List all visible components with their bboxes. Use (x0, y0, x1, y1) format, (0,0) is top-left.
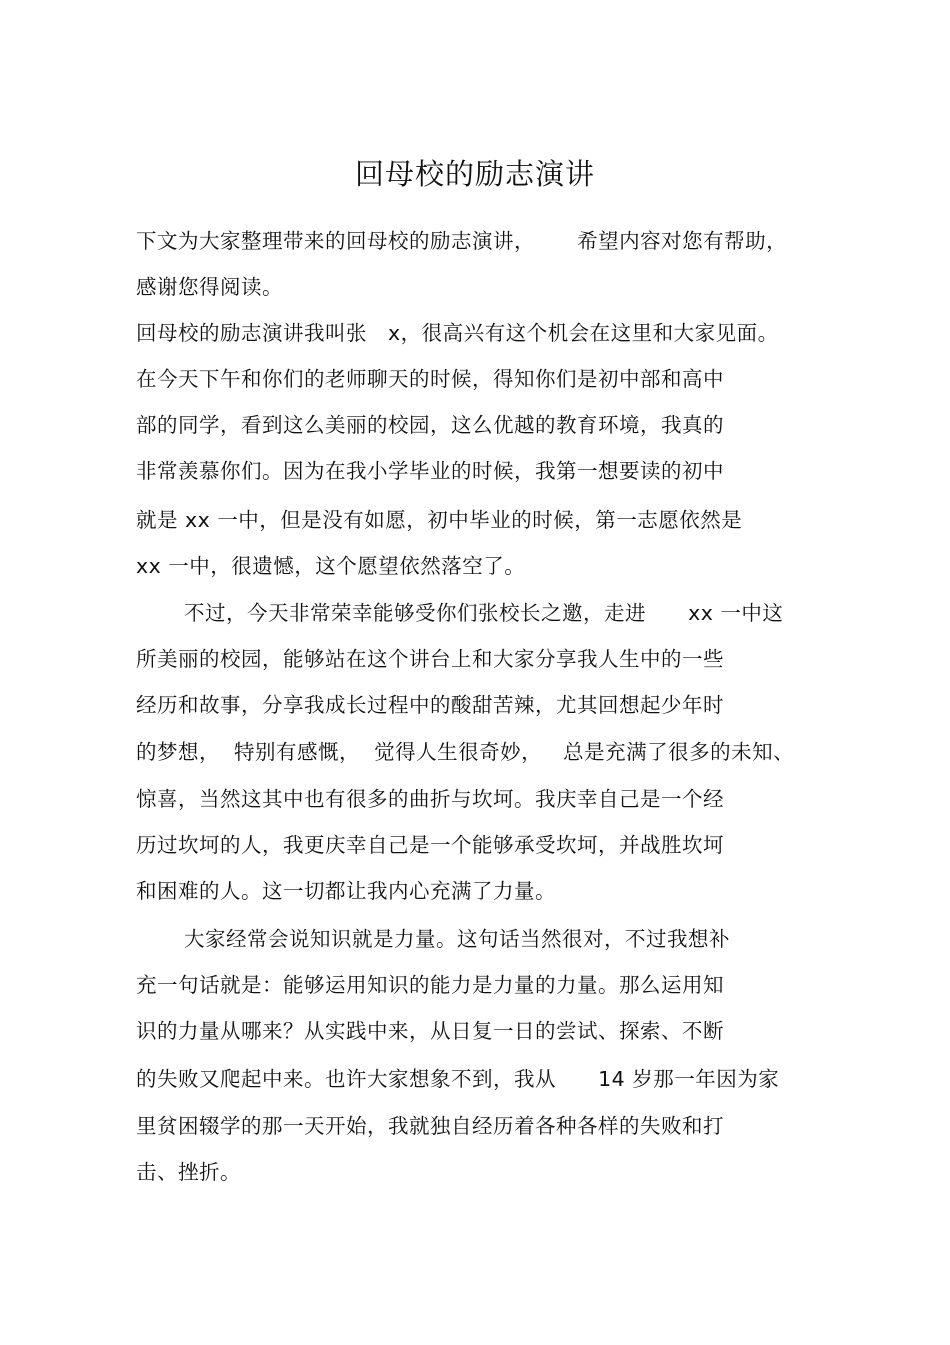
text-line: 大家经常会说知识就是力量。这句话当然很对，不过我想补 (184, 927, 730, 951)
text-line: 不过，今天非常荣幸能够受你们张校长之邀，走进 xx 一中这 (184, 601, 784, 625)
text-line: 在今天下午和你们的老师聊天的时候，得知你们是初中部和高中 (136, 367, 724, 391)
text-line: xx 一中，很遗憾，这个愿望依然落空了。 (136, 554, 526, 578)
text-line: 里贫困辍学的那一天开始，我就独自经历着各种各样的失败和打 (136, 1114, 724, 1138)
text-line: 击、挫折。 (136, 1160, 241, 1184)
text-line: 惊喜，当然这其中也有很多的曲折与坎坷。我庆幸自己是一个经 (136, 787, 724, 811)
text-line: 非常羡慕你们。因为在我小学毕业的时候，我第一想要读的初中 (136, 459, 724, 483)
text-line: 历过坎坷的人，我更庆幸自己是一个能够承受坎坷，并战胜坎坷 (136, 833, 724, 857)
text-line: 下文为大家整理带来的回母校的励志演讲， 希望内容对您有帮助， (136, 229, 788, 253)
text-line: 充一句话就是：能够运用知识的能力是力量的力量。那么运用知 (136, 973, 724, 997)
text-line: 的失败又爬起中来。也许大家想象不到，我从 14 岁那一年因为家 (136, 1067, 780, 1091)
text-line: 识的力量从哪来？从实践中来，从日复一日的尝试、探索、不断 (136, 1019, 724, 1043)
text-line: 和困难的人。这一切都让我内心充满了力量。 (136, 879, 556, 903)
text-line: 所美丽的校园，能够站在这个讲台上和大家分享我人生中的一些 (136, 647, 724, 671)
document-title: 回母校的励志演讲 (354, 157, 595, 191)
text-line: 经历和故事，分享我成长过程中的酸甜苦辣，尤其回想起少年时 (136, 693, 724, 717)
text-line: 就是 xx 一中，但是没有如愿，初中毕业的时候，第一志愿依然是 (136, 508, 743, 532)
text-line: 回母校的励志演讲我叫张 x，很高兴有这个机会在这里和大家见面。 (136, 321, 779, 345)
text-line: 感谢您得阅读。 (136, 275, 283, 299)
text-line: 部的同学，看到这么美丽的校园，这么优越的教育环境，我真的 (136, 413, 724, 437)
text-line: 的梦想， 特别有感慨， 觉得人生很奇妙， 总是充满了很多的未知、 (136, 740, 795, 764)
